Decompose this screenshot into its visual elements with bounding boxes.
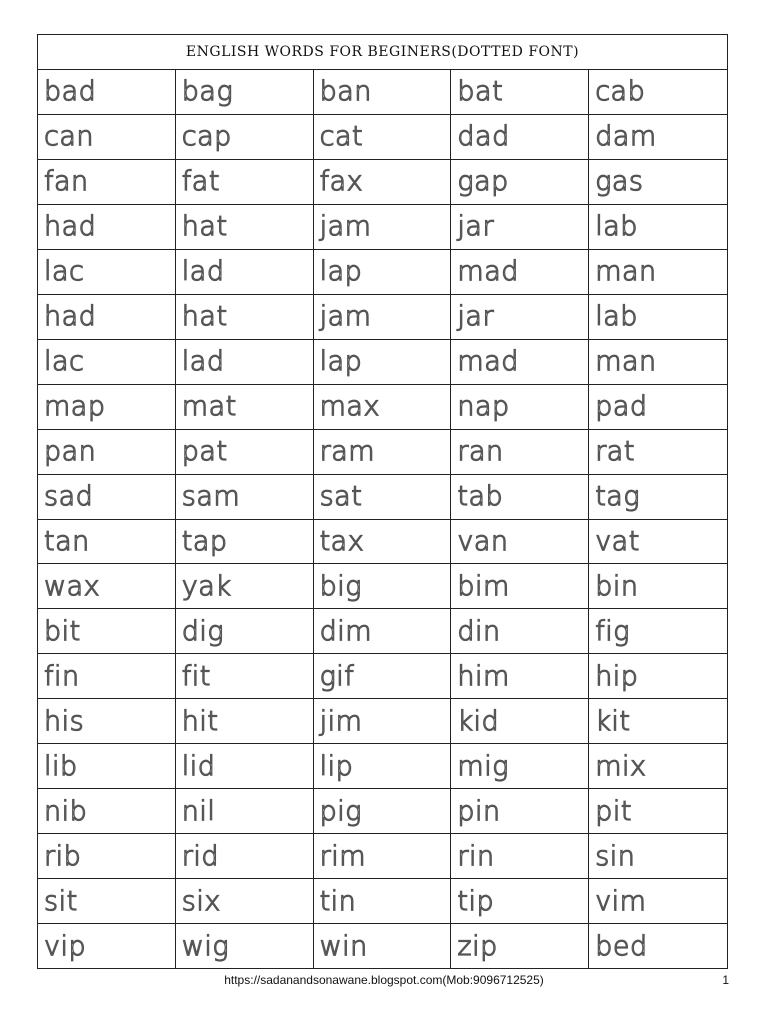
dotted-word: zip xyxy=(457,931,498,963)
dotted-word: vim xyxy=(595,885,647,917)
word-cell xyxy=(38,205,176,250)
word-cell xyxy=(589,250,727,295)
dotted-word: bim xyxy=(457,570,510,602)
word-cell xyxy=(176,564,314,609)
word-cell xyxy=(451,744,589,789)
dotted-word: sat xyxy=(319,481,363,513)
word-cell xyxy=(38,115,176,160)
dotted-word: had xyxy=(44,211,97,243)
dotted-word: sit xyxy=(44,885,78,917)
word-cell xyxy=(314,654,452,699)
dotted-word: vip xyxy=(44,931,87,963)
dotted-word: rim xyxy=(319,840,366,872)
dotted-word: ran xyxy=(457,436,504,468)
word-cell xyxy=(589,475,727,520)
word-cell xyxy=(176,744,314,789)
dotted-word: jim xyxy=(319,705,363,737)
word-cell xyxy=(176,924,314,969)
word-cell xyxy=(589,789,727,834)
word-cell xyxy=(589,295,727,340)
dotted-word: pad xyxy=(595,391,648,423)
word-cell xyxy=(38,295,176,340)
word-cell xyxy=(589,160,727,205)
dotted-word: yak xyxy=(181,570,232,602)
dotted-word: can xyxy=(44,121,95,153)
dotted-word: him xyxy=(457,660,510,692)
word-cell xyxy=(451,385,589,430)
dotted-word: bad xyxy=(44,76,97,108)
word-cell xyxy=(451,340,589,385)
dotted-word: gap xyxy=(457,166,509,198)
dotted-word: lib xyxy=(44,750,78,782)
word-cell xyxy=(589,879,727,924)
dotted-word: lid xyxy=(181,750,216,782)
dotted-word: hit xyxy=(181,705,219,737)
dotted-word: mat xyxy=(181,391,237,423)
word-cell xyxy=(451,699,589,744)
dotted-word: van xyxy=(457,525,509,557)
word-cell xyxy=(451,70,589,115)
dotted-word: tap xyxy=(181,525,228,557)
dotted-word: cap xyxy=(181,121,232,153)
dotted-word: sad xyxy=(44,481,94,513)
dotted-word: six xyxy=(181,885,221,917)
dotted-word: win xyxy=(319,931,368,963)
dotted-word: tin xyxy=(319,885,357,917)
word-cell xyxy=(451,879,589,924)
dotted-word: pat xyxy=(181,436,228,468)
word-cell xyxy=(38,789,176,834)
word-cell xyxy=(451,250,589,295)
word-cell xyxy=(176,789,314,834)
word-cell xyxy=(451,789,589,834)
dotted-word: fax xyxy=(319,166,364,198)
word-cell xyxy=(314,205,452,250)
word-cell xyxy=(314,834,452,879)
dotted-word: ram xyxy=(319,436,376,468)
dotted-word: lac xyxy=(44,346,85,378)
page-number: 1 xyxy=(722,973,729,987)
word-cell xyxy=(38,924,176,969)
dotted-word: jam xyxy=(319,301,372,333)
word-cell xyxy=(314,520,452,565)
word-cell xyxy=(38,834,176,879)
dotted-word: lab xyxy=(595,211,638,243)
word-cell xyxy=(176,699,314,744)
word-cell xyxy=(314,115,452,160)
dotted-word: big xyxy=(319,570,362,602)
dotted-word: jar xyxy=(457,211,495,243)
dotted-word: dam xyxy=(595,121,657,153)
dotted-word: lad xyxy=(181,346,225,378)
dotted-word: hip xyxy=(595,660,639,692)
word-cell xyxy=(589,924,727,969)
word-cell xyxy=(589,699,727,744)
word-cell xyxy=(451,205,589,250)
word-cell xyxy=(38,744,176,789)
word-cell xyxy=(38,699,176,744)
word-cell xyxy=(176,340,314,385)
dotted-word: lap xyxy=(319,346,363,378)
dotted-word: rin xyxy=(457,840,495,872)
dotted-word: bin xyxy=(595,570,639,602)
dotted-word: hat xyxy=(181,211,228,243)
dotted-word: rat xyxy=(595,436,635,468)
dotted-word: bat xyxy=(457,76,504,108)
dotted-word: man xyxy=(595,256,657,288)
dotted-word: pig xyxy=(319,795,362,827)
dotted-word: pin xyxy=(457,795,501,827)
word-cell xyxy=(38,340,176,385)
dotted-word: pan xyxy=(44,436,97,468)
word-cell xyxy=(451,520,589,565)
dotted-word: man xyxy=(595,346,657,378)
dotted-word: mix xyxy=(595,750,647,782)
dotted-word: fat xyxy=(181,166,220,198)
dotted-word: nib xyxy=(44,795,88,827)
word-cell xyxy=(38,520,176,565)
word-cell xyxy=(451,564,589,609)
word-cell xyxy=(176,879,314,924)
dotted-word: mad xyxy=(457,346,519,378)
word-cell xyxy=(314,70,452,115)
dotted-word: gif xyxy=(319,660,355,692)
dotted-word: max xyxy=(319,391,380,423)
word-cell xyxy=(176,115,314,160)
word-cell xyxy=(314,609,452,654)
word-cell xyxy=(176,609,314,654)
dotted-word: lip xyxy=(319,750,354,782)
word-cell xyxy=(451,475,589,520)
word-cell xyxy=(589,834,727,879)
word-cell xyxy=(176,385,314,430)
word-cell xyxy=(176,475,314,520)
word-cell xyxy=(451,834,589,879)
dotted-word: fit xyxy=(181,660,211,692)
dotted-word: jar xyxy=(457,301,495,333)
word-cell xyxy=(314,879,452,924)
dotted-word: bag xyxy=(181,76,234,108)
word-cell xyxy=(314,564,452,609)
word-cell xyxy=(38,430,176,475)
word-cell xyxy=(314,744,452,789)
dotted-word: mad xyxy=(457,256,519,288)
dotted-word: had xyxy=(44,301,97,333)
word-cell xyxy=(589,340,727,385)
dotted-word: tip xyxy=(457,885,495,917)
dotted-word: map xyxy=(44,391,106,423)
dotted-word: sin xyxy=(595,840,636,872)
dotted-word: lad xyxy=(181,256,225,288)
word-cell xyxy=(176,520,314,565)
word-cell xyxy=(176,430,314,475)
dotted-word: dad xyxy=(457,121,510,153)
word-cell xyxy=(589,205,727,250)
word-cell xyxy=(176,250,314,295)
dotted-word: sam xyxy=(181,481,241,513)
word-cell xyxy=(314,295,452,340)
word-cell xyxy=(451,924,589,969)
dotted-word: lab xyxy=(595,301,638,333)
word-cell xyxy=(314,250,452,295)
footer-url: https://sadanandsonawane.blogspot.com(Mob:9096712525) xyxy=(224,973,544,987)
dotted-word: nil xyxy=(181,795,216,827)
word-cell xyxy=(38,385,176,430)
dotted-word: tan xyxy=(44,525,90,557)
word-cell xyxy=(38,475,176,520)
word-cell xyxy=(176,160,314,205)
word-cell xyxy=(589,385,727,430)
dotted-word: tag xyxy=(595,481,641,513)
dotted-word: dig xyxy=(181,615,225,647)
word-cell xyxy=(589,520,727,565)
word-cell xyxy=(589,564,727,609)
word-cell xyxy=(176,654,314,699)
dotted-word: hat xyxy=(181,301,228,333)
word-cell xyxy=(589,70,727,115)
dotted-word: gas xyxy=(595,166,644,198)
word-cell xyxy=(38,609,176,654)
word-cell xyxy=(314,385,452,430)
dotted-word: jam xyxy=(319,211,372,243)
word-cell xyxy=(38,654,176,699)
dotted-word: dim xyxy=(319,615,373,647)
dotted-word: pit xyxy=(595,795,632,827)
word-grid xyxy=(38,70,727,969)
word-cell xyxy=(38,564,176,609)
word-cell xyxy=(314,924,452,969)
word-cell xyxy=(451,654,589,699)
dotted-word: wax xyxy=(44,570,101,602)
dotted-word: rib xyxy=(44,840,82,872)
dotted-word: mig xyxy=(457,750,509,782)
word-cell xyxy=(314,789,452,834)
dotted-word: rid xyxy=(181,840,220,872)
dotted-word: his xyxy=(44,705,85,737)
word-cell xyxy=(589,430,727,475)
dotted-word: bed xyxy=(595,931,648,963)
word-cell xyxy=(314,475,452,520)
word-cell xyxy=(451,295,589,340)
dotted-word: bit xyxy=(44,615,81,647)
word-cell xyxy=(176,295,314,340)
dotted-word: wig xyxy=(181,931,230,963)
word-cell xyxy=(176,834,314,879)
word-cell xyxy=(451,609,589,654)
dotted-word: tax xyxy=(319,525,365,557)
word-cell xyxy=(314,430,452,475)
dotted-word: ban xyxy=(319,76,372,108)
word-cell xyxy=(176,205,314,250)
dotted-word: kid xyxy=(457,705,500,737)
worksheet-title: ENGLISH WORDS FOR BEGINERS(DOTTED FONT) xyxy=(38,35,727,70)
dotted-word: kit xyxy=(595,705,631,737)
word-cell xyxy=(38,160,176,205)
word-cell xyxy=(38,879,176,924)
word-cell xyxy=(314,160,452,205)
word-cell xyxy=(589,744,727,789)
word-cell xyxy=(38,250,176,295)
dotted-word: tab xyxy=(457,481,504,513)
worksheet-table xyxy=(37,34,728,969)
dotted-word: fin xyxy=(44,660,80,692)
word-cell xyxy=(589,654,727,699)
word-cell xyxy=(176,70,314,115)
dotted-word: cat xyxy=(319,121,364,153)
dotted-word: vat xyxy=(595,525,640,557)
page-footer xyxy=(0,971,768,991)
word-cell xyxy=(589,115,727,160)
dotted-word: nap xyxy=(457,391,510,423)
word-cell xyxy=(38,70,176,115)
word-cell xyxy=(314,340,452,385)
word-cell xyxy=(314,699,452,744)
word-cell xyxy=(451,115,589,160)
word-cell xyxy=(589,609,727,654)
word-cell xyxy=(451,160,589,205)
dotted-word: fan xyxy=(44,166,89,198)
dotted-word: lap xyxy=(319,256,363,288)
dotted-word: lac xyxy=(44,256,85,288)
word-cell xyxy=(451,430,589,475)
dotted-word: fig xyxy=(595,615,630,647)
dotted-word: din xyxy=(457,615,501,647)
dotted-word: cab xyxy=(595,76,646,108)
